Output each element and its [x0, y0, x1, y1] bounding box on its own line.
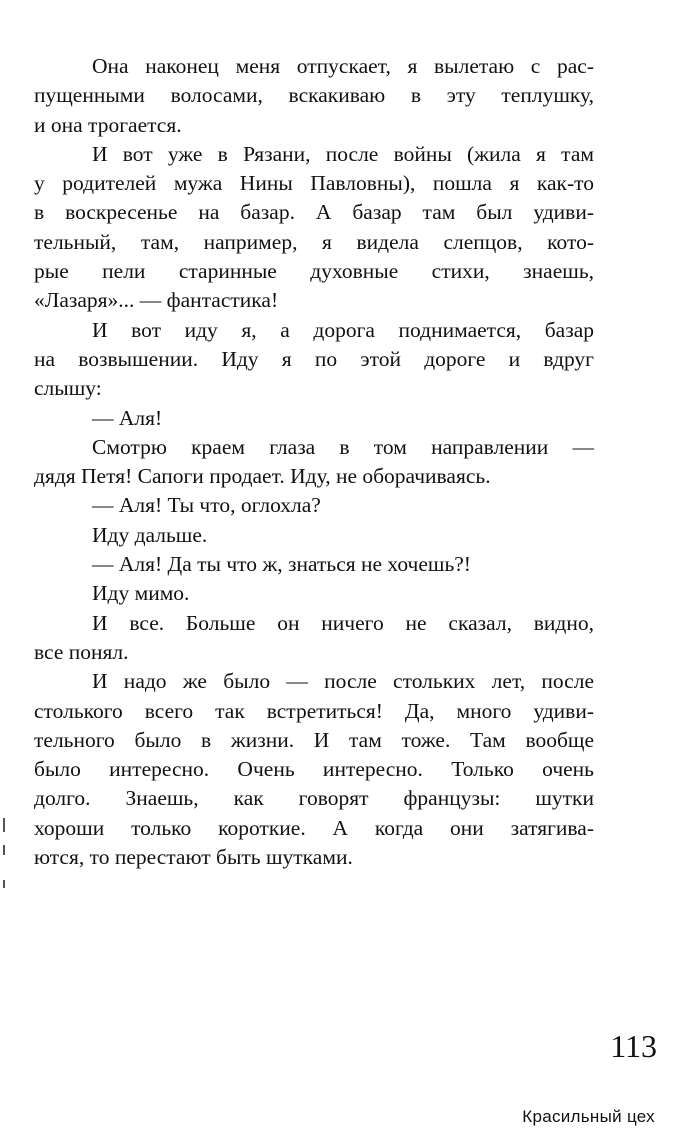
text-line: «Лазаря»... — фантастика! [34, 288, 279, 313]
text-line: И надо же было — после стольких лет, после [92, 669, 594, 694]
text-line: дядя Петя! Сапоги продает. Иду, не оборачиваясь. [34, 464, 491, 489]
text-line: в воскресенье на базар. А базар там был удиви- [34, 200, 594, 225]
text-line: — Аля! Ты что, оглохла? [92, 493, 321, 518]
text-line: Иду мимо. [92, 581, 190, 606]
text-line: — Аля! [92, 405, 163, 430]
running-footer: Красильный цех [522, 1107, 655, 1126]
text-line: тельного было в жизни. И там тоже. Там вообще [34, 727, 594, 752]
text-line: слышу: [34, 376, 102, 401]
text-line: у родителей мужа Нины Павловны), пошла я как-то [34, 171, 594, 196]
margin-scan-mark [3, 880, 5, 888]
text-line: на возвышении. Иду я по этой дороге и вдруг [34, 346, 594, 371]
text-line: долго. Знаешь, как говорят французы: шутки [34, 786, 594, 811]
margin-scan-mark [3, 818, 5, 832]
text-line: ются, то перестают быть шутками. [34, 845, 353, 870]
text-line: Иду дальше. [92, 522, 208, 547]
text-line: рые пели старинные духовные стихи, знаешь, [34, 259, 594, 284]
margin-scan-mark [3, 845, 5, 855]
text-line: было интересно. Очень интересно. Только очень [34, 757, 594, 782]
body-text [34, 52, 594, 872]
text-line: Она наконец меня отпускает, я вылетаю с рас- [92, 54, 594, 78]
page-number: 113 [610, 1028, 657, 1064]
text-line: Смотрю краем глаза в том направлении — [92, 434, 594, 459]
text-line: столького всего так встретиться! Да, много удиви- [34, 698, 594, 723]
text-line: хороши только короткие. А когда они затягива- [34, 815, 594, 840]
text-line: пущенными волосами, вскакиваю в эту теплушку, [34, 83, 594, 108]
text-line: тельный, там, например, я видела слепцов, кото- [34, 229, 594, 254]
text-line: И вот уже в Рязани, после войны (жила я там [92, 141, 594, 166]
text-line: И все. Больше он ничего не сказал, видно, [92, 610, 594, 635]
text-line: и она трогается. [34, 112, 182, 137]
text-line: все понял. [34, 639, 129, 664]
text-line: И вот иду я, а дорога поднимается, базар [92, 317, 594, 342]
text-line: — Аля! Да ты что ж, знаться не хочешь?! [92, 552, 471, 577]
